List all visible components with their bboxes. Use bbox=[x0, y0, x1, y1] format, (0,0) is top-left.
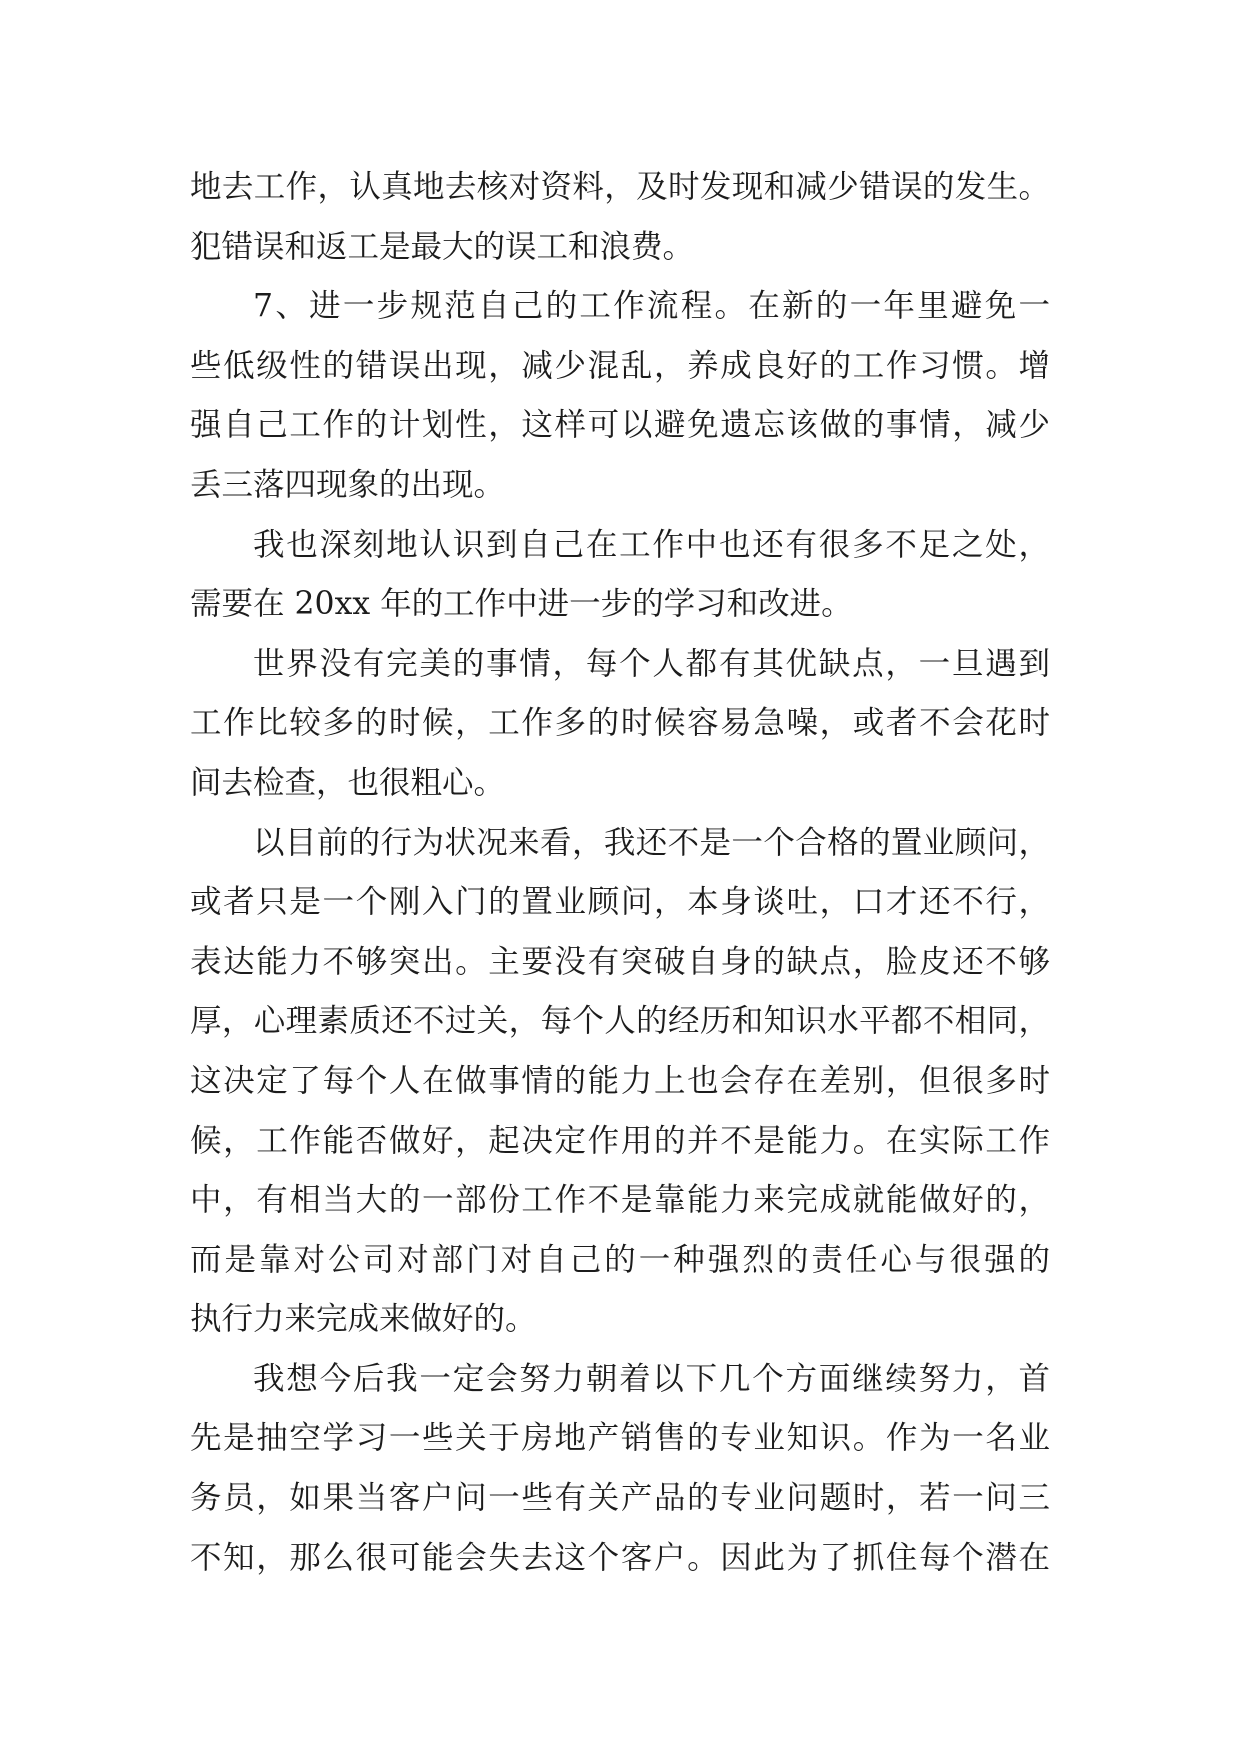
text-line: 强自己工作的计划性，这样可以避免遗忘该做的事情，减少 bbox=[190, 407, 1050, 444]
text-line: 间去检查，也很粗心。 bbox=[190, 764, 506, 801]
text-line: 需要在 20xx 年的工作中进一步的学习和改进。 bbox=[190, 586, 853, 623]
text-line: 执行力来完成来做好的。 bbox=[190, 1301, 537, 1338]
text-line: 先是抽空学习一些关于房地产销售的专业知识。作为一名业 bbox=[190, 1420, 1050, 1457]
text-line: 地去工作，认真地去核对资料，及时发现和减少错误的发生。 bbox=[190, 169, 1050, 205]
text-line: 中，有相当大的一部份工作不是靠能力来完成就能做好的， bbox=[190, 1182, 1050, 1219]
text-line: 我也深刻地认识到自己在工作中也还有很多不足之处， bbox=[253, 526, 1050, 563]
text-line: 丢三落四现象的出现。 bbox=[190, 466, 506, 503]
text-line: 而是靠对公司对部门对自己的一种强烈的责任心与很强的 bbox=[190, 1241, 1050, 1278]
text-line: 或者只是一个刚入门的置业顾问，本身谈吐，口才还不行， bbox=[190, 884, 1050, 921]
text-line: 工作比较多的时候，工作多的时候容易急噪，或者不会花时 bbox=[190, 705, 1050, 742]
text-line: 犯错误和返工是最大的误工和浪费。 bbox=[190, 228, 695, 265]
text-line: 厚，心理素质还不过关，每个人的经历和知识水平都不相同， bbox=[190, 1003, 1050, 1040]
text-line: 以目前的行为状况来看，我还不是一个合格的置业顾问， bbox=[253, 824, 1050, 861]
document-body bbox=[190, 158, 1050, 1588]
text-line: 7、进一步规范自己的工作流程。在新的一年里避免一 bbox=[253, 288, 1050, 325]
text-line: 务员，如果当客户问一些有关产品的专业问题时，若一问三 bbox=[190, 1480, 1050, 1517]
text-line: 表达能力不够突出。主要没有突破自身的缺点，脸皮还不够 bbox=[190, 943, 1050, 980]
text-line: 我想今后我一定会努力朝着以下几个方面继续努力，首 bbox=[253, 1360, 1050, 1397]
text-line: 不知，那么很可能会失去这个客户。因此为了抓住每个潜在 bbox=[190, 1539, 1050, 1576]
text-line: 些低级性的错误出现，减少混乱，养成良好的工作习惯。增 bbox=[190, 347, 1050, 384]
text-line: 世界没有完美的事情，每个人都有其优缺点，一旦遇到 bbox=[253, 645, 1050, 682]
text-line: 这决定了每个人在做事情的能力上也会存在差别，但很多时 bbox=[190, 1062, 1050, 1099]
text-line: 候，工作能否做好，起决定作用的并不是能力。在实际工作 bbox=[190, 1122, 1050, 1159]
